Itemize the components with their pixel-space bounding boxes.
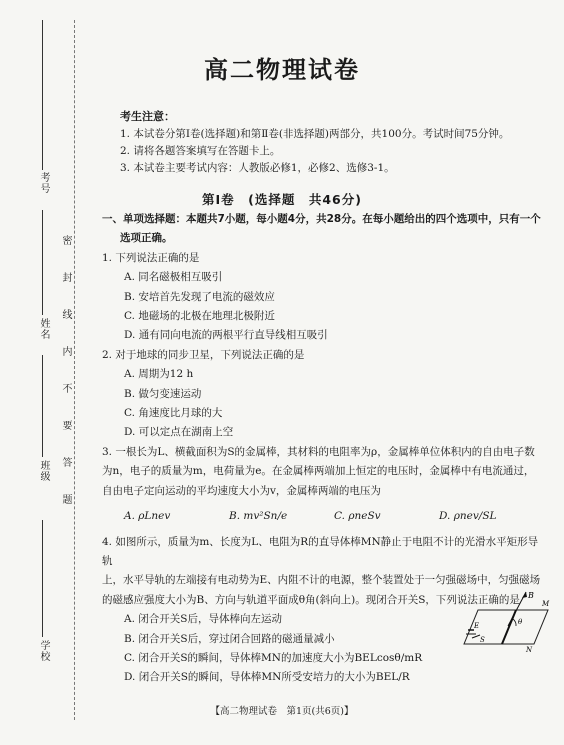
notice-item: 1. 本试卷分第Ⅰ卷(选择题)和第Ⅱ卷(非选择题)两部分，共100分。考试时间75分钟。: [120, 128, 510, 140]
option: B. 安培首先发现了电流的磁效应: [124, 290, 275, 303]
section-instruction: 一、单项选择题：本题共7小题，每小题4分，共28分。在每小题给出的四个选项中，只有一个: [102, 213, 541, 225]
option: D. ρnev/SL: [439, 510, 497, 523]
option: B. mv²Sn/e: [229, 510, 288, 523]
question-3-stem-cont: 自由电子定向运动的平均速度大小为v，金属棒两端的电压为: [102, 484, 381, 497]
label-s: S: [480, 636, 485, 644]
option: A. 周期为12 h: [124, 368, 194, 381]
option: A. 同名磁极相互吸引: [124, 271, 223, 284]
label-e: E: [474, 622, 480, 630]
option: A. 闭合开关S后，导体棒向左运动: [124, 613, 282, 626]
name-line: [42, 210, 43, 315]
option: C. 角速度比月球的大: [124, 407, 223, 420]
notice-heading: 考生注意：: [120, 110, 175, 123]
exam-no-line: [42, 20, 43, 170]
option: D. 闭合开关S的瞬间，导体棒MN所受安培力的大小为BEL/R: [124, 671, 410, 684]
question-4-stem: 4. 如图所示，质量为m、长度为L、电阻为R的直导体棒MN静止于电阻不计的光滑水平矩形导轨: [102, 535, 539, 567]
notice-block: [120, 108, 509, 177]
option: B. 闭合开关S后，穿过闭合回路的磁通量减小: [124, 632, 335, 645]
class-line: [42, 355, 43, 457]
option: C. 闭合开关S的瞬间，导体棒MN的加速度大小为BELcosθ/mR: [124, 651, 423, 664]
option: D. 可以定点在湖南上空: [124, 426, 234, 439]
page-footer: 【高二物理试卷 第1页(共6页)】: [210, 706, 354, 717]
notice-item: 3. 本试卷主要考试内容：人教版必修1，必修2、选修3-1。: [120, 162, 395, 174]
question-1-stem: 1. 下列说法正确的是: [102, 251, 200, 264]
part-title: 第Ⅰ卷 (选择题 共46分): [202, 192, 362, 207]
notice-item: 2. 请将各题答案填写在答题卡上。: [120, 145, 281, 157]
rail-circuit-diagram: [460, 588, 550, 652]
label-m: M: [542, 600, 550, 608]
section-instruction-cont: 选项正确。: [120, 232, 173, 245]
option: C. ρneSv: [334, 510, 381, 523]
question-4-stem-cont: 上，水平导轨的左端接有电动势为E、内阻不计的电源，整个装置处于一匀强磁场中，匀强磁场: [102, 574, 541, 587]
switch-lever: [472, 635, 480, 638]
question-2-stem: 2. 对于地球的同步卫星，下列说法正确的是: [102, 348, 305, 361]
school-line: [42, 520, 43, 637]
name-label: 姓名: [38, 318, 49, 340]
option: D. 通有同向电流的两根平行直导线相互吸引: [124, 329, 328, 342]
angle-arc: [513, 619, 516, 626]
question-4-stem-cont: 的磁感应强度大小为B、方向与轨道平面成θ角(斜向上)。现闭合开关S，下列说法正确的是: [102, 593, 520, 606]
class-label: 班级: [38, 460, 49, 482]
option: C. 地磁场的北极在地理北极附近: [124, 310, 275, 323]
seal-dashed-line: [74, 20, 75, 720]
school-label: 学校: [38, 640, 49, 662]
option: B. 做匀变速运动: [124, 387, 202, 400]
exam-no-label: 考号: [38, 172, 49, 194]
question-3-stem-cont: 为n，电子的质量为m，电荷量为e。在金属棒两端加上恒定的电压时，金属棒中有电流通过，: [102, 465, 535, 478]
field-arrowhead: [522, 592, 527, 598]
question-3-options: [102, 507, 546, 526]
seal-line-text: 密封线内不要答题: [60, 235, 71, 531]
label-n: N: [526, 646, 533, 652]
question-3-stem: 3. 一根长为L、横截面积为S的金属棒，其材料的电阻率为ρ，金属棒单位体积内的自由电子数: [102, 445, 535, 458]
label-b: B: [528, 591, 534, 600]
page-title: 高二物理试卷: [204, 56, 360, 84]
label-theta: θ: [518, 618, 523, 626]
option: A. ρLnev: [124, 510, 171, 523]
